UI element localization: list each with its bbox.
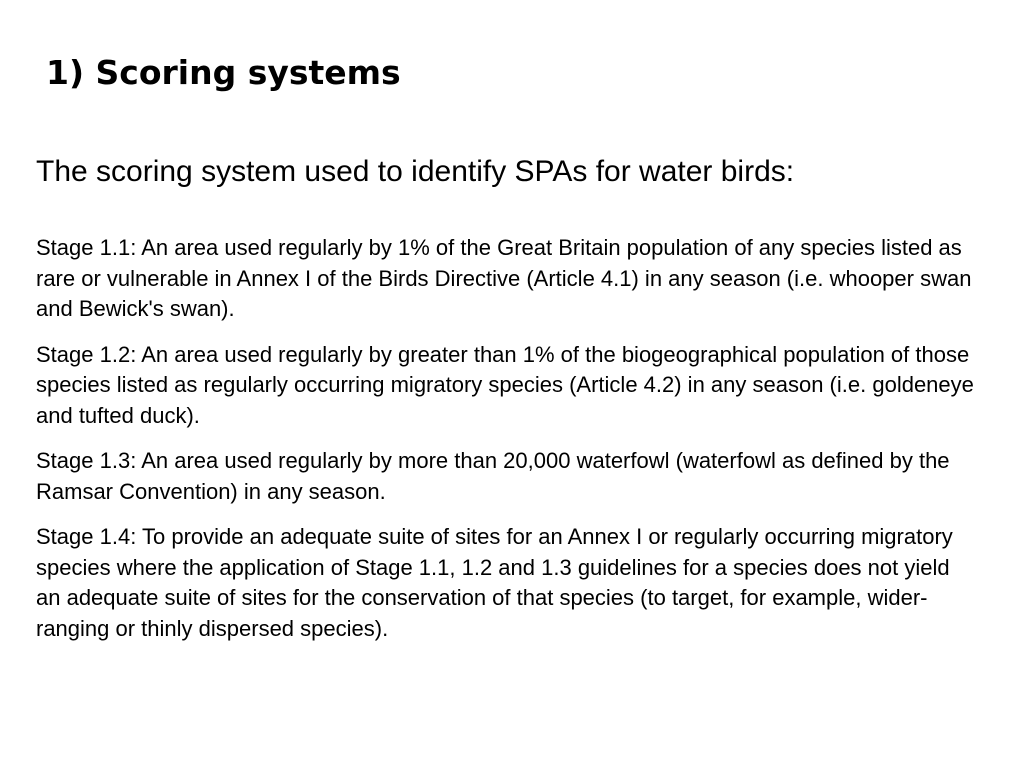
stage-1-1-paragraph: Stage 1.1: An area used regularly by 1% of the Great Britain population of any species listed as rare or vulnerable in Annex I of the Birds Directive (Article 4.1) in any season (i.e. whooper swan and Bewick's swan).	[36, 235, 972, 321]
slide-subtitle: The scoring system used to identify SPAs for water birds:	[36, 155, 795, 188]
slide-title: 1) Scoring systems	[46, 53, 401, 92]
stage-1-3-paragraph: Stage 1.3: An area used regularly by more than 20,000 waterfowl (waterfowl as defined by the Ramsar Convention) in any season.	[36, 448, 950, 504]
stage-1-2-paragraph: Stage 1.2: An area used regularly by greater than 1% of the biogeographical population of those species listed as regularly occurring migratory species (Article 4.2) in any season (i.e. goldeneye and tufted duck).	[36, 341, 974, 428]
stage-list	[36, 233, 976, 659]
stage-1-4-paragraph: Stage 1.4: To provide an adequate suite of sites for an Annex I or regularly occurring migratory species where the application of Stage 1.1, 1.2 and 1.3 guidelines for a species does not yield an adequate suite of sites for the conservation of that species (to target, for example, wider-ranging or thinly dispersed species).	[36, 524, 953, 641]
